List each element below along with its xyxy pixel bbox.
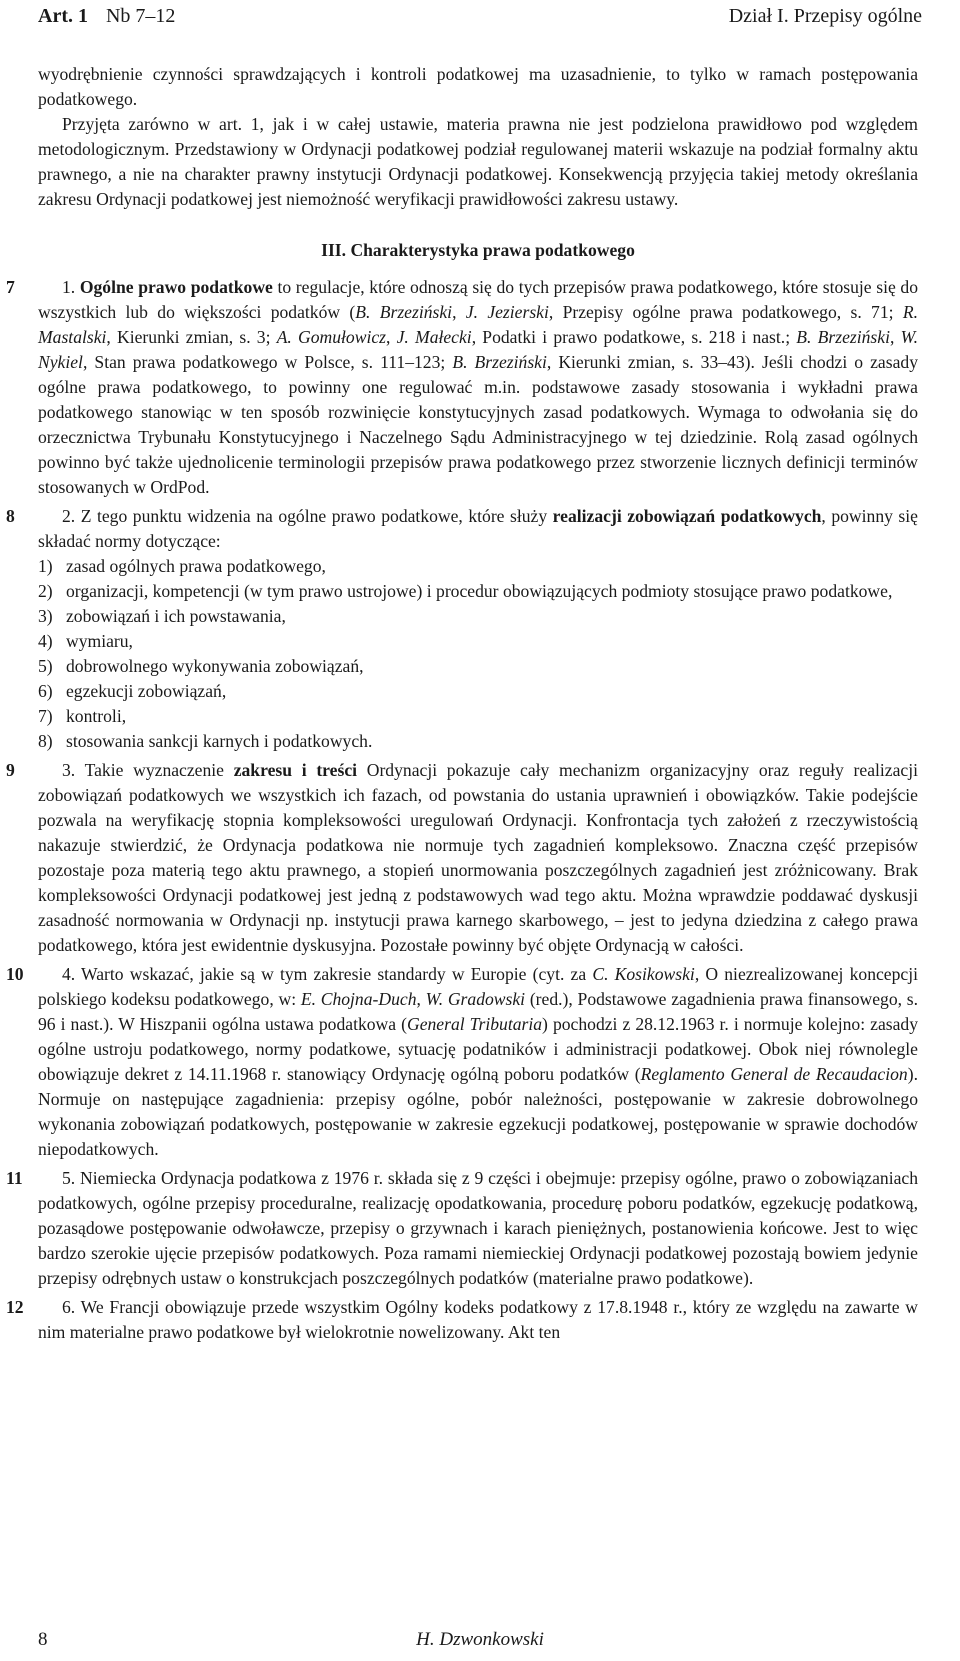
footer-author: H. Dzwonkowski (416, 1629, 544, 1650)
list-item: 1) zasad ogólnych prawa podatkowego, (38, 556, 326, 576)
term-bold: realizacji zobowiązań podatkowych (552, 506, 822, 526)
page-body (6, 62, 919, 1345)
paragraph-12: 12 6. We Francji obowiązuje przede wszystkim Ogólny kodeks podatkowy z 17.8.1948 r., który ze względu na zawarte w nim materialne prawo podatkowe był wielokrotnie nowelizowany. Akt ten (6, 1297, 918, 1342)
header-section: Dział I. Przepisy ogólne (728, 5, 922, 27)
term-bold: zakresu i treści (233, 760, 358, 780)
list-item: 4) wymiaru, (38, 631, 133, 651)
list-item: 7) kontroli, (38, 706, 127, 726)
section-heading: III. Charakterystyka prawa podatkowego (321, 240, 635, 260)
margin-number-7: 7 (6, 277, 15, 297)
list-item: 2) organizacji, kompetencji (w tym prawo ustrojowe) i procedur obowiązujących podmioty stosujące prawo podatkowe, (38, 581, 893, 601)
paragraph-10: 10 4. Warto wskazać, jakie są w tym zakresie standardy w Europie (cyt. za C. Kosikowski, O niezrealizowanej koncepcji polskiego kodeksu podatkowego, w: E. Chojna-Duch, W. Gradowski (red.), Podstawowe zagadnienia prawa finansowego, s. 96 i nast.). W Hiszpanii ogólna ustawa podatkowa (General Tributaria) pochodzi z 28.12.1963 r. i normuje kolejno: zasady ogólne ustroju podatkowego, normy podatkowe, sytuację podatników i administracji podatkowej. Obok niej równolegle obowiązuje dekret z 14.11.1968 r. stanowiący Ordynację ogólną poboru podatków (Reglamento General de Recaudacion). Normuje on następujące zagadnienia: przepisy ogólne, pobór należności, postępowanie w zakresie dobrowolnego wykonania zobowiązań podatkowych, postępowanie w zakresie egzekucji podatkowej, postępowanie w sprawie dochodów niepodatkowych. (6, 964, 919, 1159)
intro-paragraph-2: Przyjęta zarówno w art. 1, jak i w całej ustawie, materia prawna nie jest podzielona prawidłowo pod względem metodologicznym. Przedstawiony w Ordynacji podatkowej podział regulowanej materii wskazuje na podział formalny aktu prawnego, a nie na charakter prawny instytucji Ordynacji podatkowej. Konsekwencją przyjęcia takiej metody określania zakresu Ordynacji podatkowej jest niemożność weryfikacji prawidłowości zakresu ustawy. (38, 114, 918, 209)
margin-number-11: 11 (6, 1168, 23, 1188)
page-number: 8 (38, 1629, 48, 1650)
running-header (38, 2, 922, 32)
paragraph-8: 8 2. Z tego punktu widzenia na ogólne prawo podatkowe, które służy realizacji zobowiązań podatkowych, powinny się składać normy dotyczące: (6, 506, 918, 551)
margin-number-9: 9 (6, 760, 15, 780)
list-item: 3) zobowiązań i ich powstawania, (38, 606, 286, 626)
list-item: 6) egzekucji zobowiązań, (38, 681, 227, 701)
margin-number-10: 10 (6, 964, 24, 984)
list-item: 8) stosowania sankcji karnych i podatkowych. (38, 731, 373, 751)
intro-paragraph-1: wyodrębnienie czynności sprawdzających i kontroli podatkowej ma uzasadnienie, to tylko w ramach postępowania podatkowego. (38, 64, 918, 109)
paragraph-7: 7 1. Ogólne prawo podatkowe to regulacje, które odnoszą się do tych przepisów prawa podatkowego, które stosuje się do wszystkich lub do większości podatków (B. Brzeziński, J. Jezierski, Przepisy ogólne prawa podatkowego, s. 71; R. Mastalski, Kierunki zmian, s. 3; A. Gomułowicz, J. Małecki, Podatki i prawo podatkowe, s. 218 i nast.; B. Brzeziński, W. Nykiel, Stan prawa podatkowego w Polsce, s. 111–123; B. Brzeziński, Kierunki zmian, s. 33–43). Jeśli chodzi o zasady ogólne prawa podatkowego, to powinny one regulować m.in. podstawowe zasady stosowania i wykładni prawa podatkowego stanowiąc w ten sposób rozwinięcie konstytucyjnych zasad podatkowych. Wymaga to odwołania się do orzecznictwa Trybunału Konstytucyjnego i Naczelnego Sądu Administracyjnego w tej dziedzinie. Rolą zasad ogólnych powinno być także ujednolicenie terminologii przepisów prawa podatkowego przez stworzenie licznych definicji terminów stosowanych w OrdPod. (6, 277, 919, 497)
header-article: Art. 1 (38, 5, 88, 27)
running-footer (38, 1626, 922, 1656)
list-item: 5) dobrowolnego wykonywania zobowiązań, (38, 656, 364, 676)
margin-number-8: 8 (6, 506, 15, 526)
margin-number-12: 12 (6, 1297, 24, 1317)
header-margin-range: Nb 7–12 (105, 5, 176, 27)
paragraph-11: 11 5. Niemiecka Ordynacja podatkowa z 1976 r. składa się z 9 części i obejmuje: przepisy ogólne, prawo o zobowiązaniach podatkowych, ogólne przepisy proceduralne, realizację opodatkowania, procedurę poboru podatków, egzekucję podatkową, pozasądowe postępowanie odwoławcze, przepisy o grzywnach i karach pieniężnych, postanowienia końcowe. Jest to więc bardzo szerokie ujęcie przepisów podatkowych. Poza ramami niemieckiej Ordynacji podatkowej pozostają bowiem jedynie przepisy odrębnych ustaw o konstrukcjach poszczególnych podatków (materialne prawo podatkowe). (6, 1168, 918, 1288)
paragraph-9: 9 3. Takie wyznaczenie zakresu i treści Ordynacji pokazuje cały mechanizm organizacyjny oraz reguły realizacji zobowiązań podatkowych we wszystkich ich fazach, od powstania do ustania uprawnień i obowiązków. Takie podejście pozwala na weryfikację stopnia kompleksowości uregulowań Ordynacji. Konfrontacja tych założeń z rzeczywistością nakazuje stwierdzić, że Ordynacja podatkowa nie normuje tych zagadnień kompleksowo. Znaczna część przepisów pozostaje poza materią tego aktu prawnego, a stopień unormowania poszczególnych zagadnień jest zróżnicowany. Brak kompleksowości Ordynacji podatkowej jest jedną z podstawowych wad tego aktu. Można wprawdzie poddawać dyskusji zasadność normowania w Ordynacji np. instytucji prawa karnego skarbowego, – jest to jedyna dziedzina z całego prawa podatkowego, która jest ewidentnie dyskusyjna. Pozostałe powinny być objęte Ordynacją w całości. (6, 760, 918, 955)
term-bold: Ogólne prawo podatkowe (79, 277, 273, 297)
norms-list (38, 554, 918, 754)
